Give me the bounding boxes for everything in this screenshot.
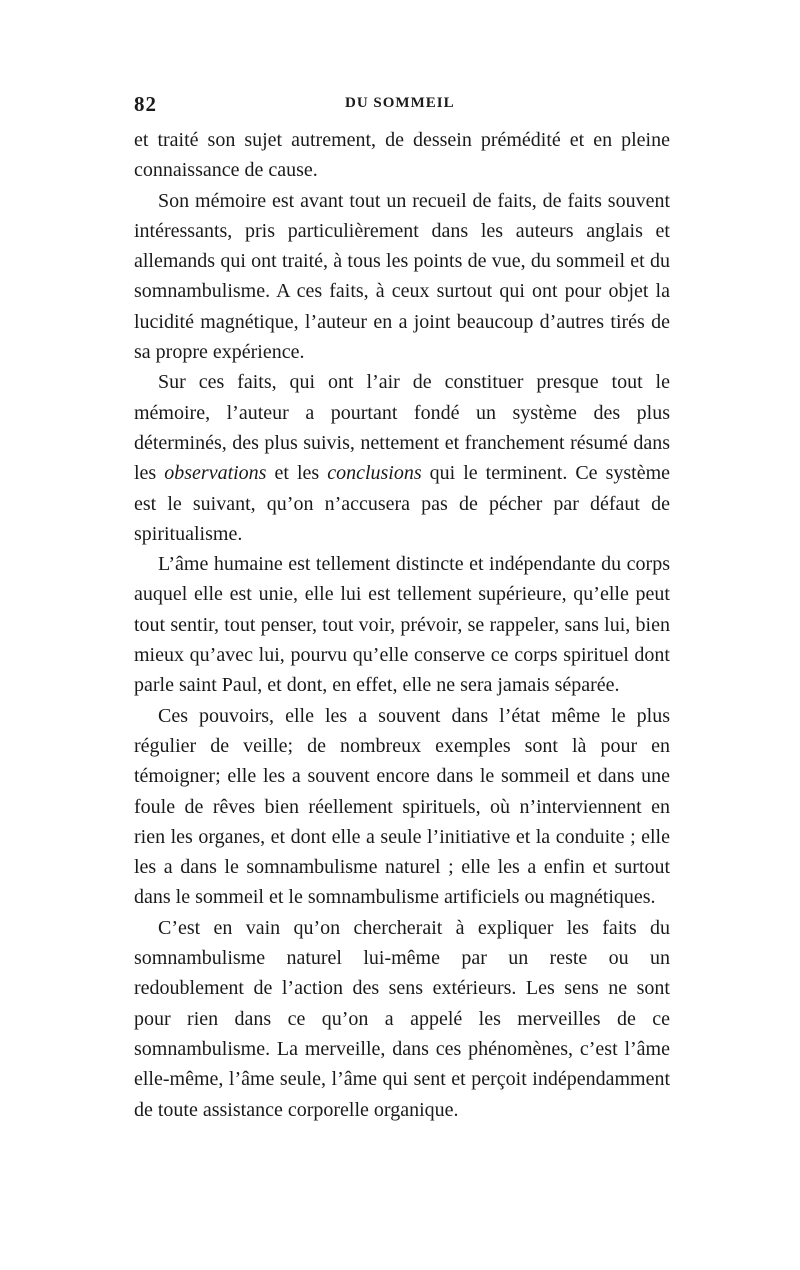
text-segment: et traité son sujet autrement, de dessein prémédité et en pleine connaissance de cause. <box>134 129 670 182</box>
paragraph <box>134 186 670 368</box>
text-segment: qui le terminent. Ce système est le suivant, qu’on n’accusera pas de pécher par défaut de spiritualisme. <box>134 462 671 545</box>
paragraph <box>134 367 670 549</box>
italic-term: observations <box>164 462 267 485</box>
text-segment: Sur ces faits, qui ont l’air de constituer presque tout le mémoire, l’auteur a pourtant fondé un système des plus déterminés, des plus suivis, nettement et franchement résumé dans les <box>134 371 670 485</box>
paragraph <box>134 913 670 1125</box>
paragraph <box>134 701 670 913</box>
italic-term: conclusions <box>327 462 422 485</box>
text-segment: Ces pouvoirs, elle les a souvent dans l’état même le plus régulier de veille; de nombreux exemples sont là pour en témoigner; elle les a souvent encore dans le sommeil et dans une foule de rêves bien réellement spirituels, où n’interviennent en rien les organes, et dont elle a seule l’initiative et la conduite ; elle les a dans le somnambulisme naturel ; elle les a enfin et surtout dans le sommeil et le somnambulisme artificiels ou magnétiques. <box>134 704 670 909</box>
running-title: DU SOMMEIL <box>345 95 455 111</box>
body-text <box>134 125 670 1125</box>
page-number: 82 <box>134 92 157 116</box>
text-segment: Son mémoire est avant tout un recueil de faits, de faits souvent intéressants, pris particulièrement dans les auteurs anglais et allemands qui ont traité, à tous les points de vue, du sommeil et du somnambulisme. A ces faits, à ceux surtout qui ont pour objet la lucidité magnétique, l’auteur en a joint beaucoup d’autres tirés de sa propre expérience. <box>134 189 670 364</box>
paragraph <box>134 549 670 700</box>
text-segment: L’âme humaine est tellement distincte et indépendante du corps auquel elle est unie, elle lui est tellement supérieure, qu’elle peut tout sentir, tout penser, tout voir, prévoir, se rappeler, sans lui, bien mieux qu’avec lui, pourvu qu’elle conserve ce corps spirituel dont parle saint Paul, et dont, en effet, elle ne sera jamais séparée. <box>134 553 670 697</box>
text-segment: et les <box>266 462 328 485</box>
running-head <box>134 92 670 120</box>
text-segment: C’est en vain qu’on chercherait à expliquer les faits du somnambulisme naturel lui-même par un reste ou un redoublement de l’action des sens extérieurs. Les sens ne sont pour rien dans ce qu’on a appelé les merveilles de ce somnambulisme. La merveille, dans ces phénomènes, c’est l’âme elle-même, l’âme seule, l’âme qui sent et perçoit indépendamment de toute assistance corporelle organique. <box>134 916 670 1121</box>
paragraph <box>134 125 670 186</box>
